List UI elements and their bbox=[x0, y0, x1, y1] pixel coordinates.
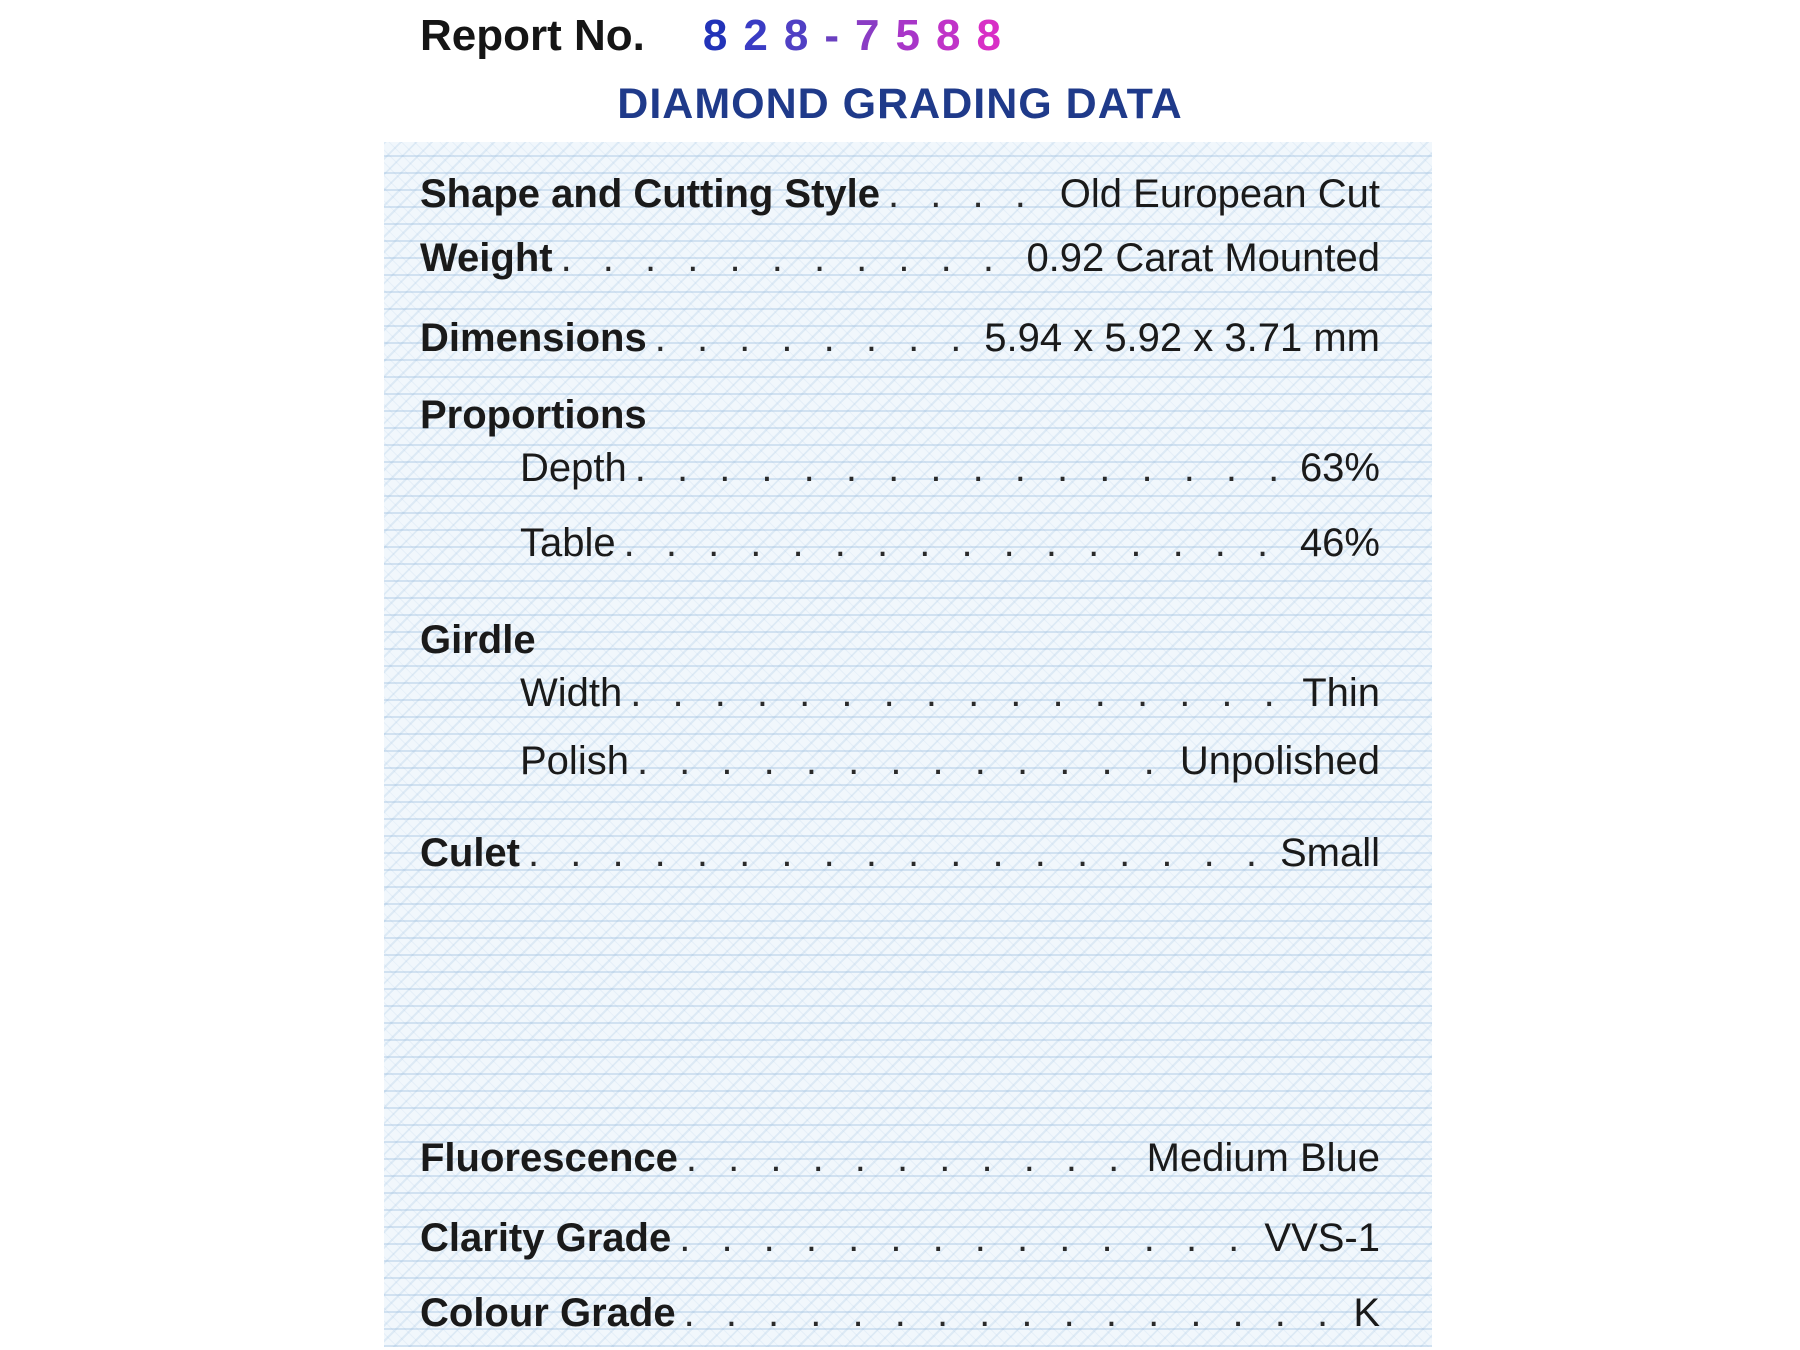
row-value: Old European Cut bbox=[1059, 172, 1380, 216]
row-value: Small bbox=[1279, 831, 1380, 875]
report-number bbox=[420, 6, 1017, 66]
report-digit: - bbox=[824, 11, 855, 60]
row-label: Weight bbox=[420, 236, 553, 280]
row-value: Thin bbox=[1302, 671, 1380, 715]
row-value: Medium Blue bbox=[1146, 1136, 1380, 1180]
row-value: Unpolished bbox=[1179, 739, 1380, 783]
dot-leader bbox=[624, 515, 1292, 571]
row-label: Colour Grade bbox=[420, 1291, 676, 1335]
row-value: 5.94 x 5.92 x 3.71 mm bbox=[984, 316, 1380, 360]
row-label: Shape and Cutting Style bbox=[420, 172, 881, 216]
report-digit: 8 bbox=[702, 11, 744, 60]
dot-leader bbox=[686, 1130, 1139, 1186]
report-number-value bbox=[703, 11, 1017, 61]
report-digit: 5 bbox=[895, 11, 936, 60]
row-fluorescence bbox=[420, 1130, 1380, 1186]
dot-leader bbox=[684, 1285, 1346, 1341]
row-table bbox=[420, 515, 1380, 571]
row-value: 0.92 Carat Mounted bbox=[1026, 236, 1380, 280]
row-value: 46% bbox=[1299, 521, 1380, 565]
row-label: Width bbox=[520, 671, 623, 715]
row-label: Dimensions bbox=[420, 316, 647, 360]
row-label: Polish bbox=[520, 739, 629, 783]
dot-leader bbox=[679, 1210, 1256, 1266]
row-label: Culet bbox=[420, 831, 520, 875]
row-value: K bbox=[1353, 1291, 1380, 1335]
row-label: Table bbox=[520, 521, 616, 565]
row-colour bbox=[420, 1285, 1380, 1341]
section-proportions: Proportions bbox=[420, 393, 647, 437]
report-digit: 8 bbox=[783, 11, 825, 60]
report-digit: 8 bbox=[935, 11, 977, 60]
row-depth bbox=[420, 440, 1380, 496]
row-value: VVS-1 bbox=[1264, 1216, 1380, 1260]
dot-leader bbox=[630, 665, 1294, 721]
row-value: 63% bbox=[1299, 446, 1380, 490]
row-label: Clarity Grade bbox=[420, 1216, 672, 1260]
row-shape bbox=[420, 166, 1380, 222]
row-width bbox=[420, 665, 1380, 721]
dot-leader bbox=[655, 310, 977, 366]
dot-leader bbox=[888, 166, 1052, 222]
row-polish bbox=[420, 733, 1380, 789]
report-digit: 7 bbox=[855, 11, 896, 60]
report-digit: 8 bbox=[976, 11, 1017, 60]
page-title: DIAMOND GRADING DATA bbox=[617, 80, 1183, 128]
report-number-label: Report No. bbox=[420, 11, 645, 60]
dot-leader bbox=[528, 825, 1272, 881]
row-label: Depth bbox=[520, 446, 627, 490]
dot-leader bbox=[561, 230, 1019, 286]
row-culet bbox=[420, 825, 1380, 881]
dot-leader bbox=[635, 440, 1292, 496]
row-weight bbox=[420, 230, 1380, 286]
row-dimensions bbox=[420, 310, 1380, 366]
row-clarity bbox=[420, 1210, 1380, 1266]
section-girdle: Girdle bbox=[420, 618, 536, 662]
report-digit: 2 bbox=[743, 11, 784, 60]
dot-leader bbox=[637, 733, 1172, 789]
row-label: Fluorescence bbox=[420, 1136, 678, 1180]
